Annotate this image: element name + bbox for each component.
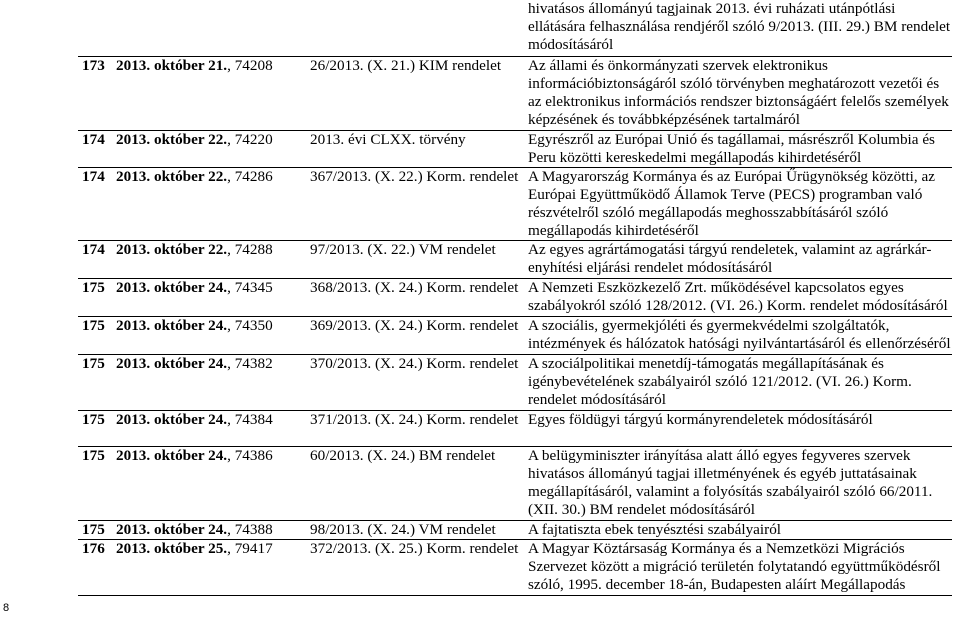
table-row	[78, 539, 952, 595]
issue-number: 176	[82, 539, 105, 557]
act-description: Egyes földügyi tárgyú kormányrendeletek módosításáról	[528, 410, 873, 428]
act-title: 60/2013. (X. 24.) BM rendelet	[310, 446, 496, 464]
publication-date: 2013. október 22., 74220	[116, 130, 273, 148]
page-ref: 74388	[234, 520, 273, 538]
table-row	[78, 354, 952, 410]
act-title: 367/2013. (X. 22.) Korm. rendelet	[310, 167, 519, 185]
table-row	[78, 520, 952, 539]
act-description: hivatásos állományú tagjainak 2013. évi ruházati utánpótlási ellátására felhasználása rendjéről szóló 9/2013. (III. 29.) BM rendelet módosításáról	[528, 0, 951, 53]
date-text: 2013. október 22.	[116, 167, 228, 185]
page-ref: 74345	[234, 278, 273, 296]
page-ref: 74350	[234, 316, 273, 334]
publication-date: 2013. október 24., 74384	[116, 410, 273, 428]
publication-date: 2013. október 24., 74386	[116, 446, 273, 464]
publication-date: 2013. október 24., 74388	[116, 520, 273, 538]
issue-number: 175	[82, 354, 105, 372]
act-title	[306, 0, 524, 56]
publication-date	[112, 0, 306, 56]
table-row	[78, 167, 952, 240]
act-description: A fajtatiszta ebek tenyésztési szabályairól	[528, 520, 782, 538]
issue-number: 174	[82, 130, 105, 148]
table-row	[78, 278, 952, 316]
page-ref: 79417	[234, 539, 273, 557]
issue-number: 173	[82, 56, 105, 74]
act-title: 369/2013. (X. 24.) Korm. rendelet	[310, 316, 519, 334]
table-row	[78, 410, 952, 446]
publication-date: 2013. október 24., 74345	[116, 278, 273, 296]
date-text: 2013. október 24.	[116, 410, 228, 428]
date-text: 2013. október 21.	[116, 56, 228, 74]
issue-number: 175	[82, 446, 105, 464]
date-text: 2013. október 24.	[116, 278, 228, 296]
act-description: Az egyes agrártámogatási tárgyú rendeletek, valamint az agrárkár-enyhítési eljárási rendelet módosításáról	[528, 240, 932, 276]
date-text: 2013. október 24.	[116, 316, 228, 334]
table-row	[78, 0, 952, 56]
table-row	[78, 130, 952, 167]
publication-date: 2013. október 22., 74288	[116, 240, 273, 258]
date-text: 2013. október 25.	[116, 539, 228, 557]
act-title: 97/2013. (X. 22.) VM rendelet	[310, 240, 496, 258]
issue-number: 174	[82, 240, 105, 258]
act-description: A belügyminiszter irányítása alatt álló egyes fegyveres szervek hivatásos állományú tagjai illetményének és egyéb juttatásainak megállapításáról, valamint a folyósítás szabályairól szóló 66/2011. (XII. 30.) BM rendelet módosításáról	[528, 446, 933, 518]
act-description: Egyrészről az Európai Unió és tagállamai, másrészről Kolumbia és Peru közötti kereskedelmi megállapodás kihirdetéséről	[528, 130, 935, 166]
page-number: 8	[3, 602, 10, 614]
page-ref: 74208	[234, 56, 273, 74]
publication-date: 2013. október 22., 74286	[116, 167, 273, 185]
act-description: A Nemzeti Eszközkezelő Zrt. működésével kapcsolatos egyes szabályokról szóló 128/2012. (VI. 26.) Korm. rendelet módosításáról	[528, 278, 948, 314]
issue-number: 174	[82, 167, 105, 185]
page-ref: 74288	[234, 240, 273, 258]
date-text: 2013. október 24.	[116, 354, 228, 372]
issue-number: 175	[82, 278, 105, 296]
issue-number	[78, 0, 112, 56]
table-row	[78, 240, 952, 278]
page-ref: 74386	[234, 446, 273, 464]
act-title: 98/2013. (X. 24.) VM rendelet	[310, 520, 496, 538]
issue-number: 175	[82, 520, 105, 538]
date-text: 2013. október 22.	[116, 240, 228, 258]
act-description: Az állami és önkormányzati szervek elektronikus információbiztonságáról szóló törvényben meghatározott vezetői és az elektronikus információs rendszer biztonságáért felelős személyek képzésének és továbbképzésének tartalmáról	[528, 56, 949, 128]
publication-date: 2013. október 24., 74350	[116, 316, 273, 334]
publication-date: 2013. október 25., 79417	[116, 539, 273, 557]
act-description: A szociálpolitikai menetdíj-támogatás megállapításának és igénybevételének szabályairól szóló 121/2012. (VI. 26.) Korm. rendelet módosításáról	[528, 354, 912, 408]
act-title: 371/2013. (X. 24.) Korm. rendelet	[310, 410, 519, 428]
act-title: 368/2013. (X. 24.) Korm. rendelet	[310, 278, 519, 296]
table-row	[78, 56, 952, 130]
publication-date: 2013. október 24., 74382	[116, 354, 273, 372]
act-title: 372/2013. (X. 25.) Korm. rendelet	[310, 539, 519, 557]
date-text: 2013. október 24.	[116, 520, 228, 538]
act-description: A Magyar Köztársaság Kormánya és a Nemzetközi Migrációs Szervezet között a migráció területén folytatandó együttműködésről szóló, 1995. december 18-án, Budapesten aláírt Megállapodás	[528, 539, 941, 593]
act-title: 370/2013. (X. 24.) Korm. rendelet	[310, 354, 519, 372]
page-ref: 74220	[234, 130, 273, 148]
table-row	[78, 446, 952, 520]
page-ref: 74384	[234, 410, 273, 428]
act-description: A szociális, gyermekjóléti és gyermekvédelmi szolgáltatók, intézmények és hálózatok hatósági nyilvántartásáról és ellenőrzéséről	[528, 316, 951, 352]
page-ref: 74382	[234, 354, 273, 372]
date-text: 2013. október 22.	[116, 130, 228, 148]
act-title: 26/2013. (X. 21.) KIM rendelet	[310, 56, 502, 74]
issue-number: 175	[82, 410, 105, 428]
issue-number: 175	[82, 316, 105, 334]
table-row	[78, 316, 952, 354]
act-description: A Magyarország Kormánya és az Európai Űrügynökség közötti, az Európai Együttműködő Államok Terve (PECS) programban való részvételről szóló megállapodás meghosszabbításáról szóló megállapodás kihirdetéséről	[528, 167, 935, 239]
page-ref: 74286	[234, 167, 273, 185]
publication-date: 2013. október 21., 74208	[116, 56, 273, 74]
act-title: 2013. évi CLXX. törvény	[310, 130, 466, 148]
legislation-table	[78, 0, 952, 596]
date-text: 2013. október 24.	[116, 446, 228, 464]
